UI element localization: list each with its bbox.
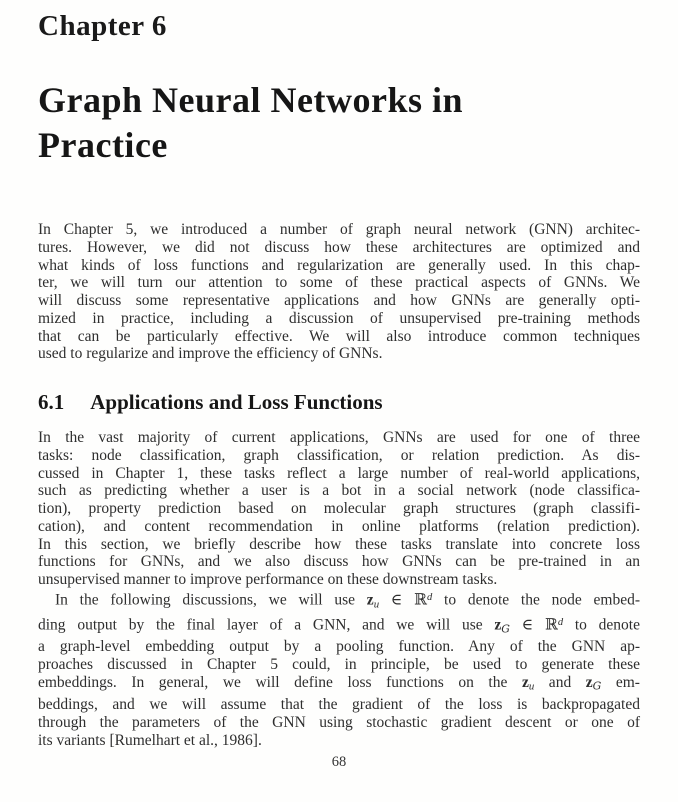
text-line: cation), and content recommendation in online platforms (relation prediction).	[38, 517, 640, 535]
text-line: what kinds of loss functions and regularization are generally used. In this chap-	[38, 256, 640, 274]
text-line: unsupervised manner to improve performance on these downstream tasks.	[38, 571, 498, 588]
text-line: ding output by the final layer of a GNN, and we will use zG ∈ ℝ$^d$ to denote	[38, 615, 640, 636]
text-line: proaches discussed in Chapter 5 could, in principle, be used to generate these	[38, 655, 640, 673]
section-number: 6.1	[38, 390, 65, 414]
math-segment: z	[366, 591, 374, 609]
text-line: tion), property prediction based on molecular graph structures (graph classifi-	[38, 500, 640, 517]
math-segment: u	[373, 598, 380, 611]
section-paragraphs	[38, 429, 640, 749]
math-segment: u	[528, 680, 535, 693]
text-line: that can be particularly effective. We will also introduce common techniques	[38, 327, 640, 345]
math-segment: ℝ	[414, 590, 427, 609]
text-line: tasks: node classification, graph classification, or relation prediction. As dis-	[38, 446, 640, 464]
text-line: cussed in Chapter 1, these tasks reflect a large number of real-world applications,	[38, 464, 640, 482]
text-line: a graph-level embedding output by a pooling function. Any of the GNN ap-	[38, 638, 640, 656]
chapter-label: Chapter 6	[38, 10, 167, 42]
math-segment: G	[501, 622, 510, 636]
text-line: such as predicting whether a user is a bot in a social network (node classifica-	[38, 482, 640, 500]
math-segment: d	[427, 591, 433, 603]
paragraph	[38, 589, 640, 750]
chapter-title-line-1: Graph Neural Networks in	[38, 80, 463, 120]
math-segment: z	[494, 616, 502, 634]
math-segment: ℝ	[544, 615, 558, 634]
intro-paragraphs	[38, 221, 640, 363]
text-line: functions for GNNs, and we also discuss how GNNs can be pre-trained in an	[38, 553, 640, 571]
section-heading	[38, 389, 640, 416]
paragraph	[38, 221, 640, 363]
text-line: tures. However, we did not discuss how these architectures are optimized and	[38, 238, 640, 256]
text-line: In this section, we briefly describe how these tasks translate into concrete loss	[38, 535, 640, 553]
text-line: beddings, and we will assume that the gradient of the loss is backpropagated	[38, 696, 640, 714]
math-segment: z	[521, 673, 529, 691]
page-body	[38, 221, 640, 749]
chapter-title	[38, 78, 463, 168]
text-line: will discuss some representative applications and how GNNs are generally opti-	[38, 292, 640, 309]
page-number: 68	[331, 754, 347, 770]
math-segment: G	[592, 679, 602, 693]
text-line: In Chapter 5, we introduced a number of graph neural network (GNN) architec-	[38, 221, 640, 238]
text-line: mized in practice, including a discussion of unsupervised pre-training methods	[38, 309, 640, 327]
text-line: used to regularize and improve the efficiency of GNNs.	[38, 345, 383, 363]
chapter-title-line-2: Practice	[38, 125, 168, 165]
text-line: its variants [Rumelhart et al., 1986].	[38, 731, 262, 749]
math-segment: z	[585, 673, 593, 691]
text-line: ter, we will turn our attention to some of these practical aspects of GNNs. We	[38, 274, 640, 292]
section-title: Applications and Loss Functions	[90, 390, 383, 414]
text-line: In the following discussions, we will use zu ∈ ℝ$^d$ to denote the node embed-	[55, 590, 640, 611]
text-line: through the parameters of the GNN using stochastic gradient descent or one of	[38, 713, 640, 731]
math-segment: d	[557, 616, 564, 628]
paragraph	[38, 429, 640, 589]
text-line: In the vast majority of current applications, GNNs are used for one of three	[38, 429, 640, 446]
text-line: embeddings. In general, we will define loss functions on the zu and zG em-	[38, 673, 640, 693]
